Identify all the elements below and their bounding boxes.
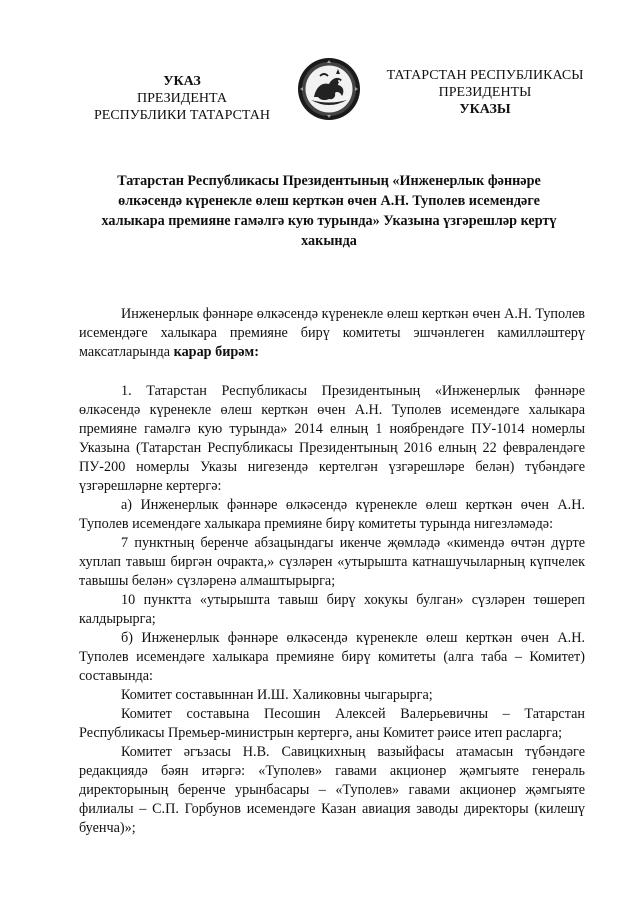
paragraph-rename-position: Комитет әгъзасы Н.В. Савицкихның вазыйфасы атамасын түбәндәге редакциядә бәян итәргә: «Туполев» гавами акционер җәмгыяте генераль директорының беренче урынбасары – «Туполев» гавами акционер җәмгыяте филиалы – С.П. Горбунов исемендәге Казан авиация заводы директоры (килешү буенча)»; — [79, 744, 585, 836]
header-left-block — [82, 73, 282, 124]
paragraph-point-10: 10 пунктта «утырышта тавыш бирү хокукы булган» сүзләрен төшереп калдырырга; — [79, 592, 585, 627]
paragraph-a: а) Инженерлык фәннәре өлкәсендә күренекле өлеш керткән өчен А.Н. Туполев исемендәге халыкара премияне бирү комитеты турында нигезләмәдә: — [79, 497, 585, 532]
intro-decision-bold: карар бирәм: — [173, 344, 259, 360]
header-left-line-2: ПРЕЗИДЕНТА — [137, 91, 227, 106]
header-right-line-2: ПРЕЗИДЕНТЫ — [438, 85, 532, 100]
header-right-line-1: ТАТАРСТАН РЕСПУБЛИКАСЫ — [386, 68, 584, 83]
header-left-line-3: РЕСПУБЛИКИ ТАТАРСТАН — [93, 108, 270, 123]
paragraph-1: 1. Татарстан Республикасы Президентының «Инженерлык фәннәре өлкәсендә күренекле өлеш керткән өчен А.Н. Туполев исемендәге халыкара премияне гамәлгә кую турында» 2014 елның 1 ноябрендәге ПУ-1014 номерлы Указына (Татарстан Республикасы Президентының 2016 елның 22 февралендәге ПУ-200 номерлы Указы нигезендә кертелгән үзгәрешләре белән) түбәндәге үзгәрешләрне кертергә: — [79, 383, 585, 494]
header-left-line-1: УКАЗ — [163, 74, 201, 89]
intro-paragraph — [79, 305, 585, 362]
document-title: Татарстан Республикасы Президентының «Инженерлык фәннәре өлкәсендә күренекле өлеш керткән өчен А.Н. Туполев исемендәге халыкара премияне гамәлгә кую турында» Указына үзгәрешләр кертү хакында — [101, 173, 557, 249]
paragraph-add-member: Комитет составына Песошин Алексей Валерьевичны – Татарстан Республикасы Премьер-министрын кертергә, аны Комитет рәисе итеп расларга; — [79, 706, 585, 741]
paragraph-remove-member: Комитет составыннан И.Ш. Халиковны чыгарырга; — [121, 687, 433, 703]
paragraph-b: б) Инженерлык фәннәре өлкәсендә күренекле өлеш керткән өчен А.Н. Туполев исемендәге халыкара премияне бирү комитеты (алга таба – Комитет) составында: — [79, 630, 585, 684]
document-body — [79, 305, 585, 838]
header-right-block — [374, 67, 596, 118]
intro-text: Инженерлык фәннәре өлкәсендә күренекле өлеш керткән өчен А.Н. Туполев исемендәге халыкара премияне бирү комитеты эшчәнлеген камилләштерү максатларында — [79, 306, 585, 360]
header-right-line-3: УКАЗЫ — [459, 102, 511, 117]
paragraph-point-7: 7 пунктның беренче абзацындагы икенче җөмләдә «кимендә өчтән дүрте хуплап тавыш биргән очракта,» сүзләрен «утырышта катнашучыларның күпчелек тавышы белән» сүзләренә алмаштырырга; — [79, 535, 585, 589]
coat-of-arms-emblem-icon — [296, 56, 362, 122]
